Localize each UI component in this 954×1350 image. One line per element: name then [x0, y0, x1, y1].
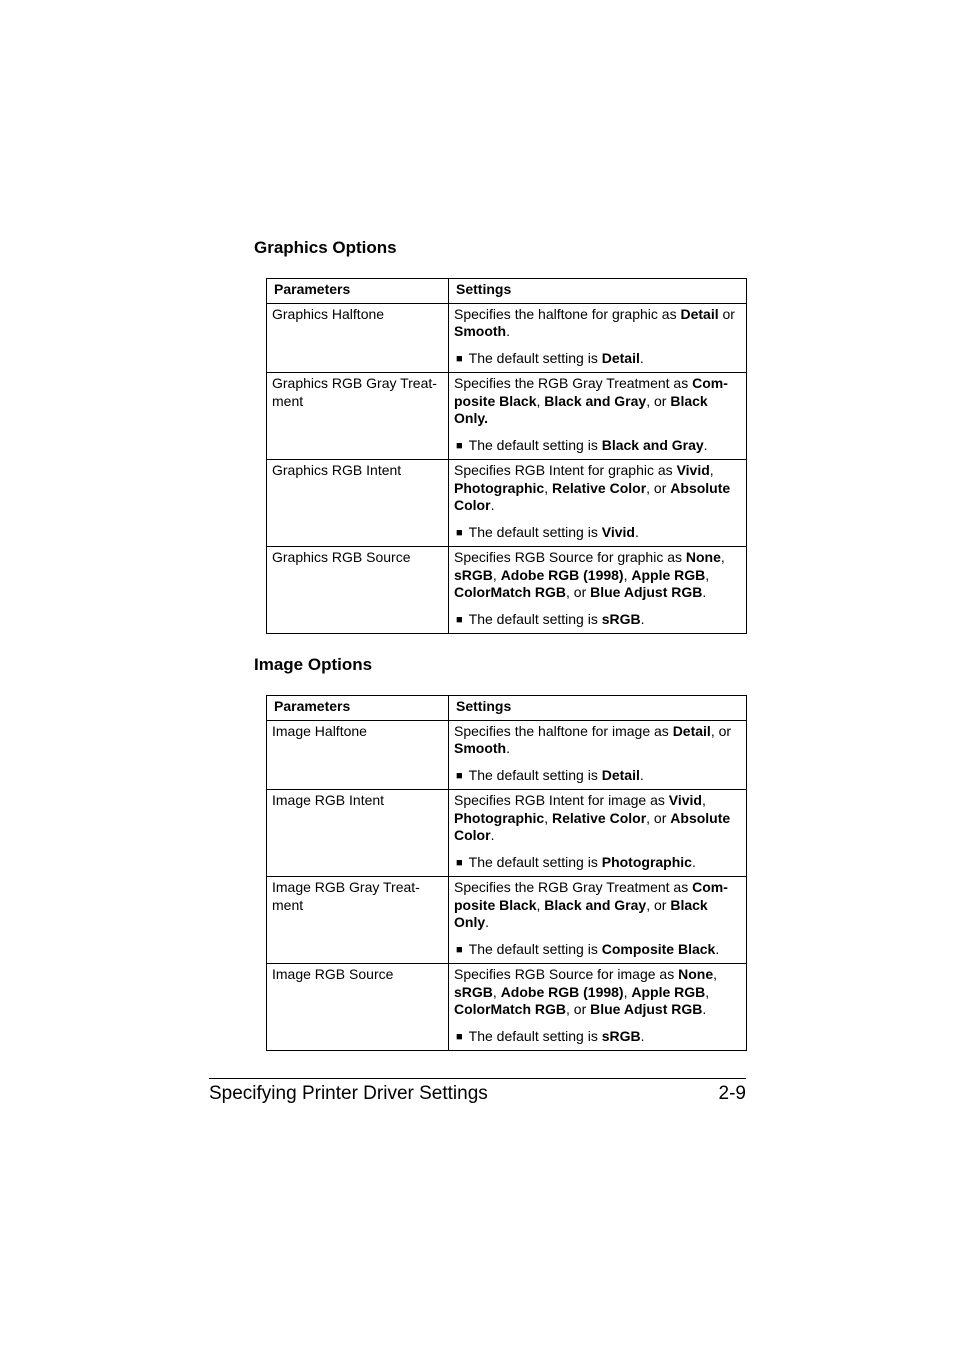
default-setting-note	[454, 854, 740, 874]
default-setting-note	[454, 437, 740, 457]
setting-text	[454, 306, 740, 341]
setting-description	[449, 303, 747, 373]
default-value: Detail	[601, 349, 640, 366]
setting-text-fragment: Specifies the halftone for image as	[454, 722, 673, 739]
table-row	[267, 720, 747, 790]
default-setting-note	[454, 350, 740, 370]
setting-text-fragment: ,	[720, 549, 725, 565]
default-label: The default setting is	[468, 940, 602, 957]
setting-text-fragment: ,	[705, 983, 710, 1000]
option-value: Apple RGB	[631, 983, 706, 1000]
table-row	[267, 373, 747, 460]
footer-divider	[209, 1078, 746, 1079]
option-value: ColorMatch RGB	[454, 584, 566, 600]
option-value: Photographic	[454, 479, 545, 496]
setting-text-fragment: Specifies RGB Source for graphic as	[454, 549, 686, 565]
bullet-square-icon: ■	[456, 769, 463, 782]
setting-text-fragment: ,	[623, 983, 632, 1000]
bullet-square-icon: ■	[456, 943, 463, 956]
setting-text-fragment: ,	[709, 462, 714, 478]
default-label: The default setting is	[468, 853, 602, 870]
option-value: Detail	[680, 305, 719, 322]
option-value: Blue Adjust RGB	[590, 1001, 703, 1017]
option-value: Com-posite Black	[454, 879, 728, 913]
default-setting-note	[454, 767, 740, 787]
setting-text-fragment: .	[506, 323, 510, 339]
table-row	[267, 964, 747, 1051]
default-suffix: .	[639, 766, 644, 783]
option-value: Apple RGB	[631, 566, 706, 583]
setting-text-fragment: or	[718, 305, 735, 322]
setting-text-fragment: ,	[544, 809, 553, 826]
setting-text	[454, 723, 740, 758]
default-value: Composite Black	[601, 940, 716, 957]
default-setting-note	[454, 1028, 740, 1048]
bullet-square-icon: ■	[456, 613, 463, 626]
parameter-name: Image RGB Intent	[267, 790, 449, 877]
default-value: sRGB	[601, 1027, 641, 1044]
option-value: Smooth	[454, 740, 507, 756]
default-label: The default setting is	[468, 610, 602, 627]
setting-description	[449, 877, 747, 964]
default-suffix: .	[715, 940, 720, 957]
option-value: Absolute Color	[454, 809, 731, 843]
option-value: Relative Color	[552, 479, 647, 496]
parameters-header: Parameters	[267, 696, 449, 721]
default-value: Black and Gray	[601, 436, 704, 453]
option-value: ColorMatch RGB	[454, 1001, 566, 1017]
setting-text-fragment: Specifies the RGB Gray Treatment as	[454, 879, 693, 895]
setting-text-fragment: Specifies RGB Intent for graphic as	[454, 462, 677, 478]
option-value: Black and Gray	[544, 392, 647, 409]
setting-text-fragment: , or	[646, 809, 671, 826]
setting-description	[449, 964, 747, 1051]
setting-text-fragment: ,	[623, 566, 632, 583]
setting-text-fragment: ,	[713, 966, 717, 982]
setting-text-fragment: .	[490, 497, 495, 513]
option-value: sRGB	[454, 983, 493, 1000]
option-value: Black Only	[454, 896, 708, 930]
setting-text-fragment: , or	[710, 722, 732, 739]
setting-text-fragment: .	[506, 740, 510, 756]
setting-text-fragment: ,	[705, 566, 710, 583]
setting-text-fragment: .	[485, 914, 490, 930]
option-value: sRGB	[454, 566, 493, 583]
bullet-square-icon: ■	[456, 856, 463, 869]
bullet-square-icon: ■	[456, 352, 463, 365]
setting-text	[454, 792, 740, 845]
setting-text-fragment: .	[702, 584, 707, 600]
setting-description	[449, 720, 747, 790]
option-value: Adobe RGB (1998)	[500, 566, 624, 583]
option-value: Smooth	[454, 323, 507, 339]
bullet-square-icon: ■	[456, 1030, 463, 1043]
setting-text-fragment: , or	[646, 479, 671, 496]
table-header-row	[267, 696, 747, 721]
parameter-name: Graphics RGB Source	[267, 547, 449, 634]
option-value: Com-posite Black	[454, 375, 728, 409]
image-options-heading: Image Options	[254, 655, 373, 674]
image-options-table	[266, 695, 747, 1051]
table-row	[267, 547, 747, 634]
default-suffix: .	[691, 853, 696, 870]
default-suffix: .	[703, 436, 708, 453]
parameter-name: Graphics RGB Intent	[267, 460, 449, 547]
option-value: Photographic	[454, 809, 545, 826]
setting-text-fragment: Specifies the halftone for graphic as	[454, 305, 681, 322]
parameter-name: Image Halftone	[267, 720, 449, 790]
setting-text-fragment: ,	[701, 792, 706, 808]
parameter-name: Image RGB Gray Treat-ment	[267, 877, 449, 964]
graphics-table-body	[267, 303, 747, 634]
table-row	[267, 460, 747, 547]
setting-text-fragment: ,	[536, 896, 545, 913]
default-suffix: .	[634, 523, 639, 540]
default-suffix: .	[639, 349, 644, 366]
image-table-body	[267, 720, 747, 1051]
setting-text-fragment: Specifies RGB Intent for image as	[454, 792, 669, 808]
setting-text-fragment: .	[702, 1001, 707, 1017]
option-value: Relative Color	[552, 809, 647, 826]
page-number: 2-9	[718, 1083, 746, 1104]
setting-text-fragment: Specifies RGB Source for image as	[454, 966, 679, 982]
option-value: Vivid	[676, 462, 710, 478]
setting-text	[454, 966, 740, 1019]
setting-text-fragment: ,	[544, 479, 553, 496]
setting-text	[454, 879, 740, 932]
graphics-options-heading: Graphics Options	[254, 238, 397, 257]
footer-chapter-title: Specifying Printer Driver Settings	[209, 1083, 488, 1104]
setting-text	[454, 375, 740, 428]
setting-text-fragment: , or	[566, 1001, 591, 1017]
parameters-header: Parameters	[267, 279, 449, 304]
default-setting-note	[454, 524, 740, 544]
setting-text	[454, 462, 740, 515]
setting-description	[449, 790, 747, 877]
setting-text-fragment: ,	[492, 983, 501, 1000]
default-suffix: .	[640, 610, 645, 627]
setting-text-fragment: , or	[566, 584, 591, 600]
table-row	[267, 790, 747, 877]
default-setting-note	[454, 941, 740, 961]
default-value: Detail	[601, 766, 640, 783]
option-value: Black and Gray	[544, 896, 647, 913]
bullet-square-icon: ■	[456, 439, 463, 452]
setting-text-fragment: Specifies the RGB Gray Treatment as	[454, 375, 693, 391]
default-suffix: .	[640, 1027, 645, 1044]
default-label: The default setting is	[468, 349, 602, 366]
setting-text-fragment: , or	[646, 896, 671, 913]
table-row	[267, 877, 747, 964]
setting-text	[454, 549, 740, 602]
table-row	[267, 303, 747, 373]
option-value: Vivid	[668, 792, 702, 808]
setting-text-fragment: ,	[536, 392, 545, 409]
option-value: None	[685, 549, 721, 565]
setting-description	[449, 460, 747, 547]
default-value: Vivid	[601, 523, 635, 540]
option-value: Absolute Color	[454, 479, 731, 513]
option-value: None	[678, 966, 714, 982]
default-setting-note	[454, 611, 740, 631]
settings-header: Settings	[449, 279, 747, 304]
option-value: Detail	[672, 722, 711, 739]
default-label: The default setting is	[468, 766, 602, 783]
setting-text-fragment: ,	[492, 566, 501, 583]
setting-description	[449, 373, 747, 460]
parameter-name: Image RGB Source	[267, 964, 449, 1051]
setting-text-fragment: , or	[646, 392, 671, 409]
default-label: The default setting is	[468, 1027, 602, 1044]
default-value: sRGB	[601, 610, 641, 627]
option-value: Adobe RGB (1998)	[500, 983, 624, 1000]
parameter-name: Graphics RGB Gray Treat-ment	[267, 373, 449, 460]
setting-description	[449, 547, 747, 634]
graphics-options-table	[266, 278, 747, 634]
option-value: Black Only.	[454, 392, 708, 426]
option-value: Blue Adjust RGB	[590, 584, 703, 600]
setting-text-fragment: .	[490, 827, 495, 843]
bullet-square-icon: ■	[456, 526, 463, 539]
default-label: The default setting is	[468, 436, 602, 453]
default-value: Photographic	[601, 853, 692, 870]
table-header-row	[267, 279, 747, 304]
settings-header: Settings	[449, 696, 747, 721]
default-label: The default setting is	[468, 523, 602, 540]
parameter-name: Graphics Halftone	[267, 303, 449, 373]
